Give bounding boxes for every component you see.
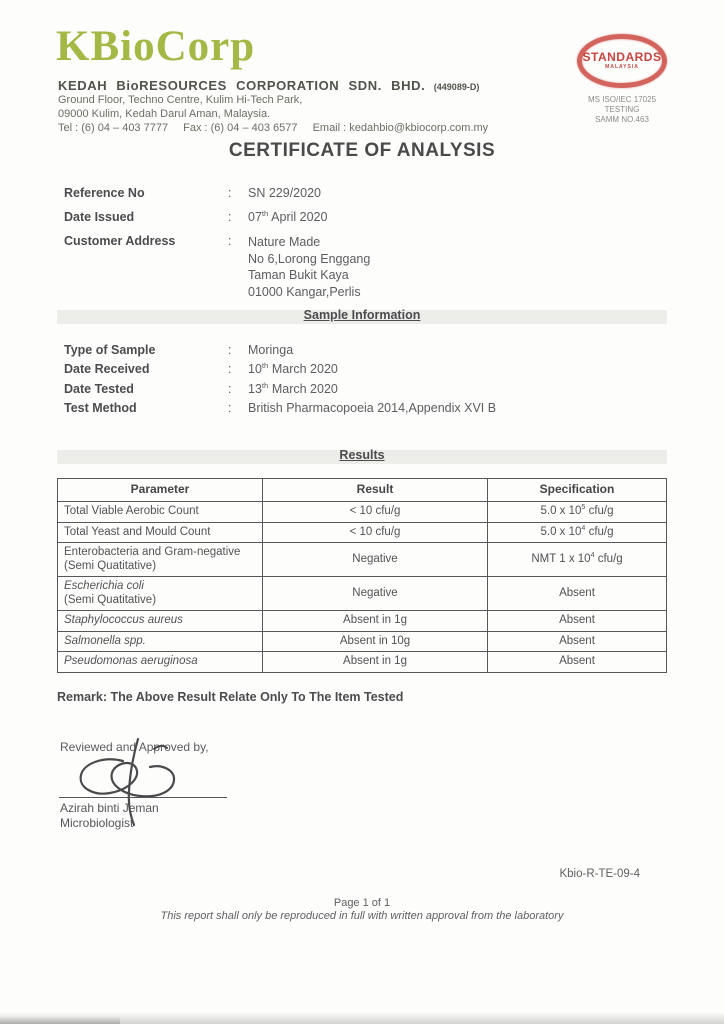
parameter-name: Escherichia coli [64, 580, 144, 592]
parameter-cell [58, 611, 263, 632]
date-received-row [64, 362, 624, 381]
seal-malaysia-text: MALAYSIA [605, 64, 639, 70]
date-ordinal: th [261, 208, 269, 218]
reference-no-value: SN 229/2020 [248, 186, 321, 200]
test-method-label: Test Method [64, 401, 137, 416]
spec-unit: cfu/g [585, 505, 614, 517]
parameter-name: Enterobacteria and Gram-negative [64, 546, 241, 558]
table-row-escherichia-coli [58, 577, 667, 611]
customer-city: 01000 Kangar,Perlis [248, 284, 361, 299]
spec-value: Absent [559, 634, 595, 647]
scan-shadow-corner [0, 1016, 120, 1024]
spec-value: 5.0 x 10 [540, 525, 582, 538]
results-table [57, 478, 667, 673]
result-cell: Negative [263, 577, 488, 611]
date-tested-row [64, 382, 624, 401]
accreditation-standard: MS ISO/IEC 17025 [587, 95, 657, 104]
spec-value: NMT 1 x 10 [531, 552, 591, 565]
reference-section [64, 186, 624, 310]
accreditation-number: SAMM NO.463 [595, 115, 649, 124]
company-name: KEDAH BioRESOURCES CORPORATION SDN. BHD. [58, 78, 426, 93]
spec-value: Absent [559, 586, 595, 599]
date-day: 07 [248, 210, 262, 224]
type-of-sample-value: Moringa [248, 343, 294, 357]
customer-name: Nature Made [248, 235, 321, 249]
table-row-staphylococcus-aureus [58, 611, 667, 632]
company-address-block [58, 93, 500, 135]
colon-separator: : [228, 381, 232, 396]
spec-value: Absent [559, 614, 595, 626]
specification-cell [488, 577, 667, 611]
colon-separator: : [228, 343, 232, 357]
date-issued-label: Date Issued [64, 210, 135, 224]
reference-no-row [64, 186, 624, 200]
result-cell: Absent in 1g [263, 611, 488, 632]
spec-exponent: 5 [581, 503, 586, 512]
customer-street: No 6,Lorong Enggang [248, 251, 371, 266]
address-line-2: 09000 Kulim, Kedah Darul Aman, Malaysia. [58, 108, 271, 120]
date-ordinal: th [261, 361, 269, 371]
specification-cell [488, 543, 667, 577]
result-cell: < 10 cfu/g [263, 522, 488, 543]
results-heading: Results [339, 448, 385, 462]
colon-separator: : [228, 401, 232, 416]
standards-malaysia-seal-icon [577, 34, 667, 88]
parameter-name: Total Yeast and Mould Count [64, 525, 211, 538]
signature-line [59, 797, 227, 798]
customer-address-row [64, 234, 624, 300]
colon-separator: : [228, 362, 232, 377]
column-header-parameter: Parameter [58, 479, 263, 502]
parameter-cell [58, 631, 263, 652]
parameter-cell [58, 522, 263, 543]
date-month-year: March 2020 [268, 381, 338, 396]
specification-cell [488, 611, 667, 632]
spec-unit: cfu/g [585, 525, 614, 538]
sample-information-heading: Sample Information [303, 308, 421, 322]
test-method-row [64, 401, 624, 420]
colon-separator: : [228, 234, 232, 248]
specification-cell [488, 502, 667, 523]
date-month-year: April 2020 [268, 210, 328, 224]
table-row-pseudomonas-aeruginosa [58, 652, 667, 673]
footer-disclaimer: This report shall only be reproduced in full with written approval from the laboratory [160, 910, 564, 922]
date-ordinal: th [261, 380, 269, 390]
parameter-name: Staphylococcus aureus [64, 614, 183, 626]
date-tested-label: Date Tested [64, 381, 134, 396]
table-row-enterobacteria-gram-negative [58, 543, 667, 577]
spec-exponent: 4 [590, 550, 595, 559]
column-header-result: Result [263, 479, 488, 502]
specification-cell [488, 631, 667, 652]
result-cell: Negative [263, 543, 488, 577]
parameter-name: Pseudomonas aeruginosa [64, 655, 198, 667]
colon-separator: : [228, 186, 232, 200]
test-method-value: British Pharmacopoeia 2014,Appendix XVI B [248, 401, 497, 416]
contact-line [58, 121, 500, 135]
page-number: Page 1 of 1 [333, 897, 391, 909]
result-cell: Absent in 1g [263, 652, 488, 673]
spec-unit: cfu/g [594, 552, 623, 565]
accreditation-scope: TESTING [604, 105, 640, 114]
column-header-specification: Specification [488, 479, 667, 502]
spec-exponent: 4 [581, 523, 586, 532]
type-of-sample-label: Type of Sample [64, 343, 156, 357]
parameter-name: Salmonella spp. [64, 634, 146, 647]
result-cell: Absent in 10g [263, 631, 488, 652]
date-issued-value [248, 210, 624, 224]
date-month-year: March 2020 [268, 362, 338, 377]
date-received-label: Date Received [64, 362, 150, 377]
table-row-total-yeast-and-mould-count [58, 522, 667, 543]
telephone-number: Tel : (6) 04 – 403 7777 [58, 122, 169, 134]
date-issued-row [64, 210, 624, 224]
table-row-salmonella-spp [58, 631, 667, 652]
parameter-cell [58, 543, 263, 577]
results-table-header-row [58, 479, 667, 502]
signatory-role: Microbiologist [60, 816, 134, 830]
parameter-cell [58, 652, 263, 673]
fax-number: Fax : (6) 04 – 403 6577 [183, 122, 298, 134]
accreditation-text-block [570, 95, 674, 125]
date-day: 13 [248, 381, 262, 396]
remark-line: Remark: The Above Result Relate Only To The Item Tested [57, 690, 404, 704]
parameter-qualifier: (Semi Quatitative) [64, 593, 157, 606]
document-code: Kbio-R-TE-09-4 [559, 868, 640, 880]
signatory-name: Azirah binti Jeman [60, 801, 159, 815]
result-cell: < 10 cfu/g [263, 502, 488, 523]
parameter-cell [58, 577, 263, 611]
accreditation-seal [570, 34, 674, 125]
parameter-name: Total Viable Aerobic Count [64, 505, 199, 517]
company-logo: KBioCorp [56, 23, 256, 70]
customer-area: Taman Bukit Kaya [248, 268, 349, 282]
type-of-sample-row [64, 343, 624, 362]
parameter-cell [58, 502, 263, 523]
email-address: Email : kedahbio@kbiocorp.com.my [312, 122, 489, 134]
customer-address-label: Customer Address [64, 234, 176, 248]
specification-cell [488, 652, 667, 673]
date-tested-value [248, 382, 624, 401]
page-title: CERTIFICATE OF ANALYSIS [228, 140, 496, 161]
reviewed-approved-label: Reviewed and Approved by, [60, 740, 209, 754]
spec-value: 5.0 x 10 [540, 505, 582, 517]
seal-standards-text: STANDARDS [582, 50, 662, 64]
parameter-qualifier: (Semi Quatitative) [64, 559, 157, 572]
date-received-value [248, 362, 624, 381]
address-line-1: Ground Floor, Techno Centre, Kulim Hi-Tech Park, [58, 94, 303, 106]
date-day: 10 [248, 362, 262, 377]
specification-cell [488, 522, 667, 543]
sample-information-section [64, 343, 624, 421]
spec-value: Absent [559, 655, 595, 667]
table-row-total-viable-aerobic-count [58, 502, 667, 523]
reference-no-label: Reference No [64, 186, 145, 200]
company-registration-number: (449089-D) [433, 82, 480, 92]
customer-address-value [248, 234, 624, 300]
colon-separator: : [228, 210, 232, 224]
